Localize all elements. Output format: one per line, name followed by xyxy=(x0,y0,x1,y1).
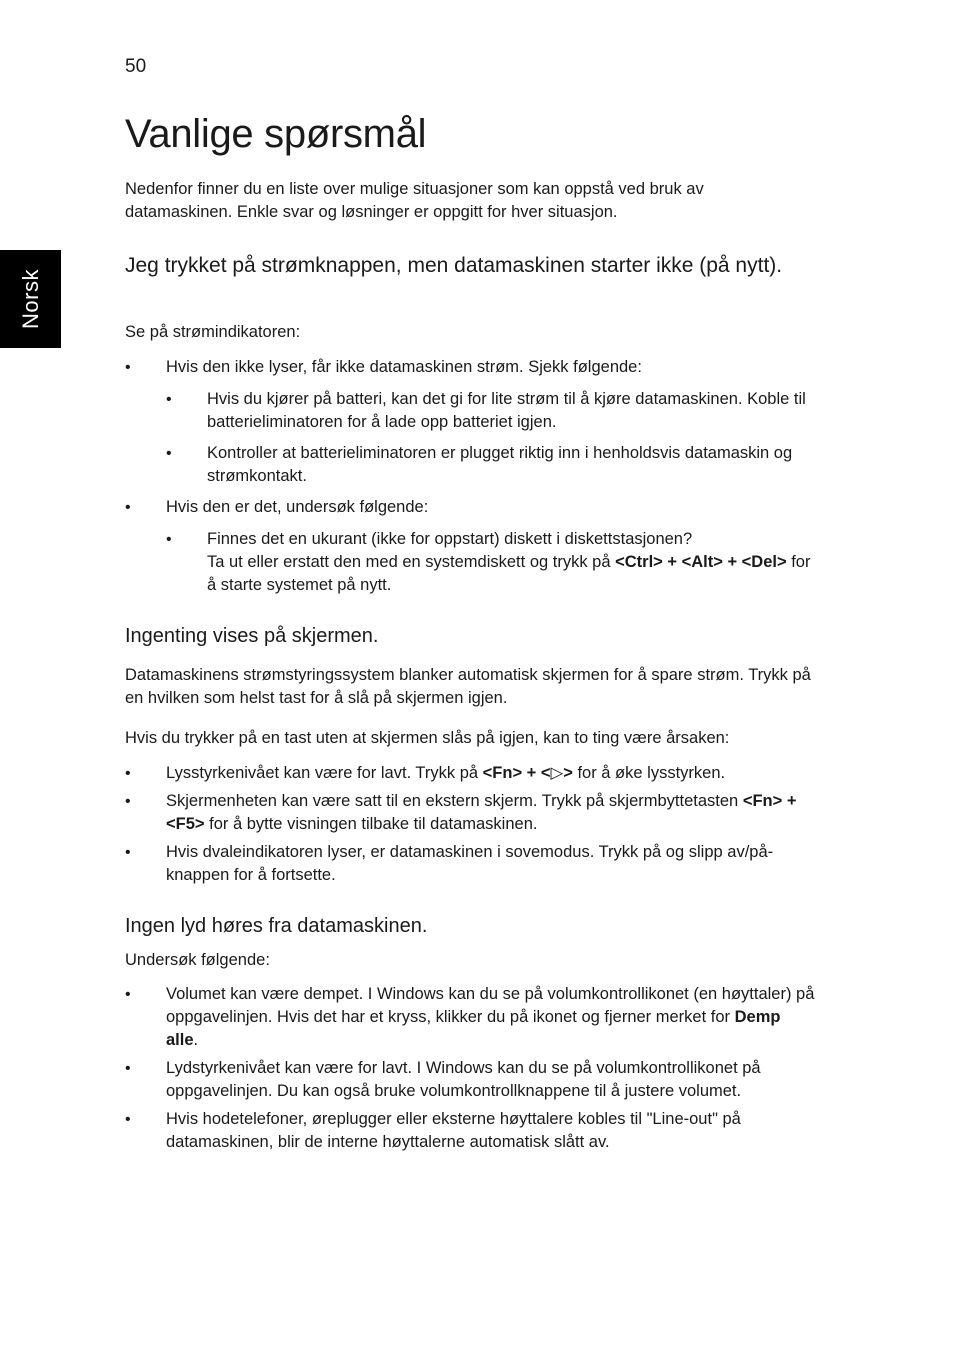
section-display-list xyxy=(125,762,815,895)
list-item xyxy=(125,790,815,836)
section-power xyxy=(125,252,815,280)
section-power-lead: Se på strømindikatoren: xyxy=(125,323,301,341)
list-item-text: Hvis den er det, undersøk følgende: xyxy=(166,498,429,516)
section-sound-list xyxy=(125,983,815,1162)
line-text: Skjermenheten kan være satt til en ekstern skjerm. Trykk på skjermbyttetasten xyxy=(166,792,743,810)
section-sound-lead: Undersøk følgende: xyxy=(125,951,270,969)
section-display-heading: Ingenting vises på skjermen. xyxy=(125,625,379,647)
line-text: Ta ut eller erstatt den med en systemdiskett og trykk på xyxy=(207,553,616,571)
language-tab xyxy=(0,250,61,348)
section-power-list xyxy=(125,356,815,605)
list-item xyxy=(125,496,815,597)
list-item: • Hvis dvaleindikatoren lyser, er datamaskinen i sovemodus. Trykk på og slipp av/på-knappen for å fortsette. xyxy=(125,841,815,887)
list-item xyxy=(125,983,815,1052)
line-text: for å starte systemet på nytt. xyxy=(207,553,811,594)
line-text: Finnes det en ukurant (ikke for oppstart) diskett i diskettstasjonen? xyxy=(207,530,693,548)
list-item: • Kontroller at batterieliminatoren er plugget riktig inn i henholdsvis datamaskin og strømkontakt. xyxy=(166,442,815,488)
list-item xyxy=(166,528,815,597)
list-item xyxy=(125,762,815,785)
list-item: • Hvis du kjører på batteri, kan det gi for lite strøm til å kjøre datamaskinen. Koble til batterieliminatoren for å lade opp batteriet igjen. xyxy=(166,388,815,434)
line-text: Volumet kan være dempet. I Windows kan du se på volumkontrollikonet (en høyttaler) på oppgavelinjen. Hvis det har et kryss, klikker du på ikonet og fjerner merket for xyxy=(166,985,815,1026)
key-combo: <Fn> + <F5> xyxy=(166,792,797,833)
list-item: • Lydstyrkenivået kan være for lavt. I Windows kan du se på volumkontrollikonet på oppgavelinjen. Du kan også bruke volumkontrollknappene til å justere volumet. xyxy=(125,1057,815,1103)
section-display-para1: Datamaskinens strømstyringssystem blanker automatisk skjermen for å spare strøm. Trykk på en hvilken som helst tast for å slå på skjermen igjen. xyxy=(125,666,811,707)
sub-list xyxy=(166,388,815,488)
line-text: for å øke lysstyrken. xyxy=(572,764,726,782)
line-text: Lysstyrkenivået kan være for lavt. Trykk på xyxy=(166,764,483,782)
page-number: 50 xyxy=(125,56,147,77)
sub-list xyxy=(166,528,815,597)
menu-option-label: Demp alle xyxy=(166,1008,781,1049)
list-item xyxy=(125,356,815,488)
list-item: • Hvis hodetelefoner, øreplugger eller eksterne høyttalere kobles til "Line-out" på datamaskinen, blir de interne høyttalerne automatisk slått av. xyxy=(125,1108,815,1154)
line-text: for å bytte visningen tilbake til datamaskinen. xyxy=(204,815,538,833)
line-text: . xyxy=(193,1031,199,1049)
section-power-heading: Jeg trykket på strømknappen, men datamaskinen starter ikke (på nytt). xyxy=(125,254,783,277)
intro-paragraph: Nedenfor finner du en liste over mulige situasjoner som kan oppstå ved bruk av datamaskinen. Enkle svar og løsninger er oppgitt for hver situasjon. xyxy=(125,180,704,221)
page-title: Vanlige spørsmål xyxy=(125,112,427,156)
key-combo: <Fn> + <▷> xyxy=(482,764,573,782)
key-combo: <Ctrl> + <Alt> + <Del> xyxy=(615,553,787,571)
list-item-text: Hvis den ikke lyser, får ikke datamaskinen strøm. Sjekk følgende: xyxy=(166,358,642,376)
language-tab-label: Norsk xyxy=(17,269,43,329)
section-display-para2: Hvis du trykker på en tast uten at skjermen slås på igjen, kan to ting være årsaken: xyxy=(125,729,730,747)
section-sound-heading: Ingen lyd høres fra datamaskinen. xyxy=(125,915,428,937)
